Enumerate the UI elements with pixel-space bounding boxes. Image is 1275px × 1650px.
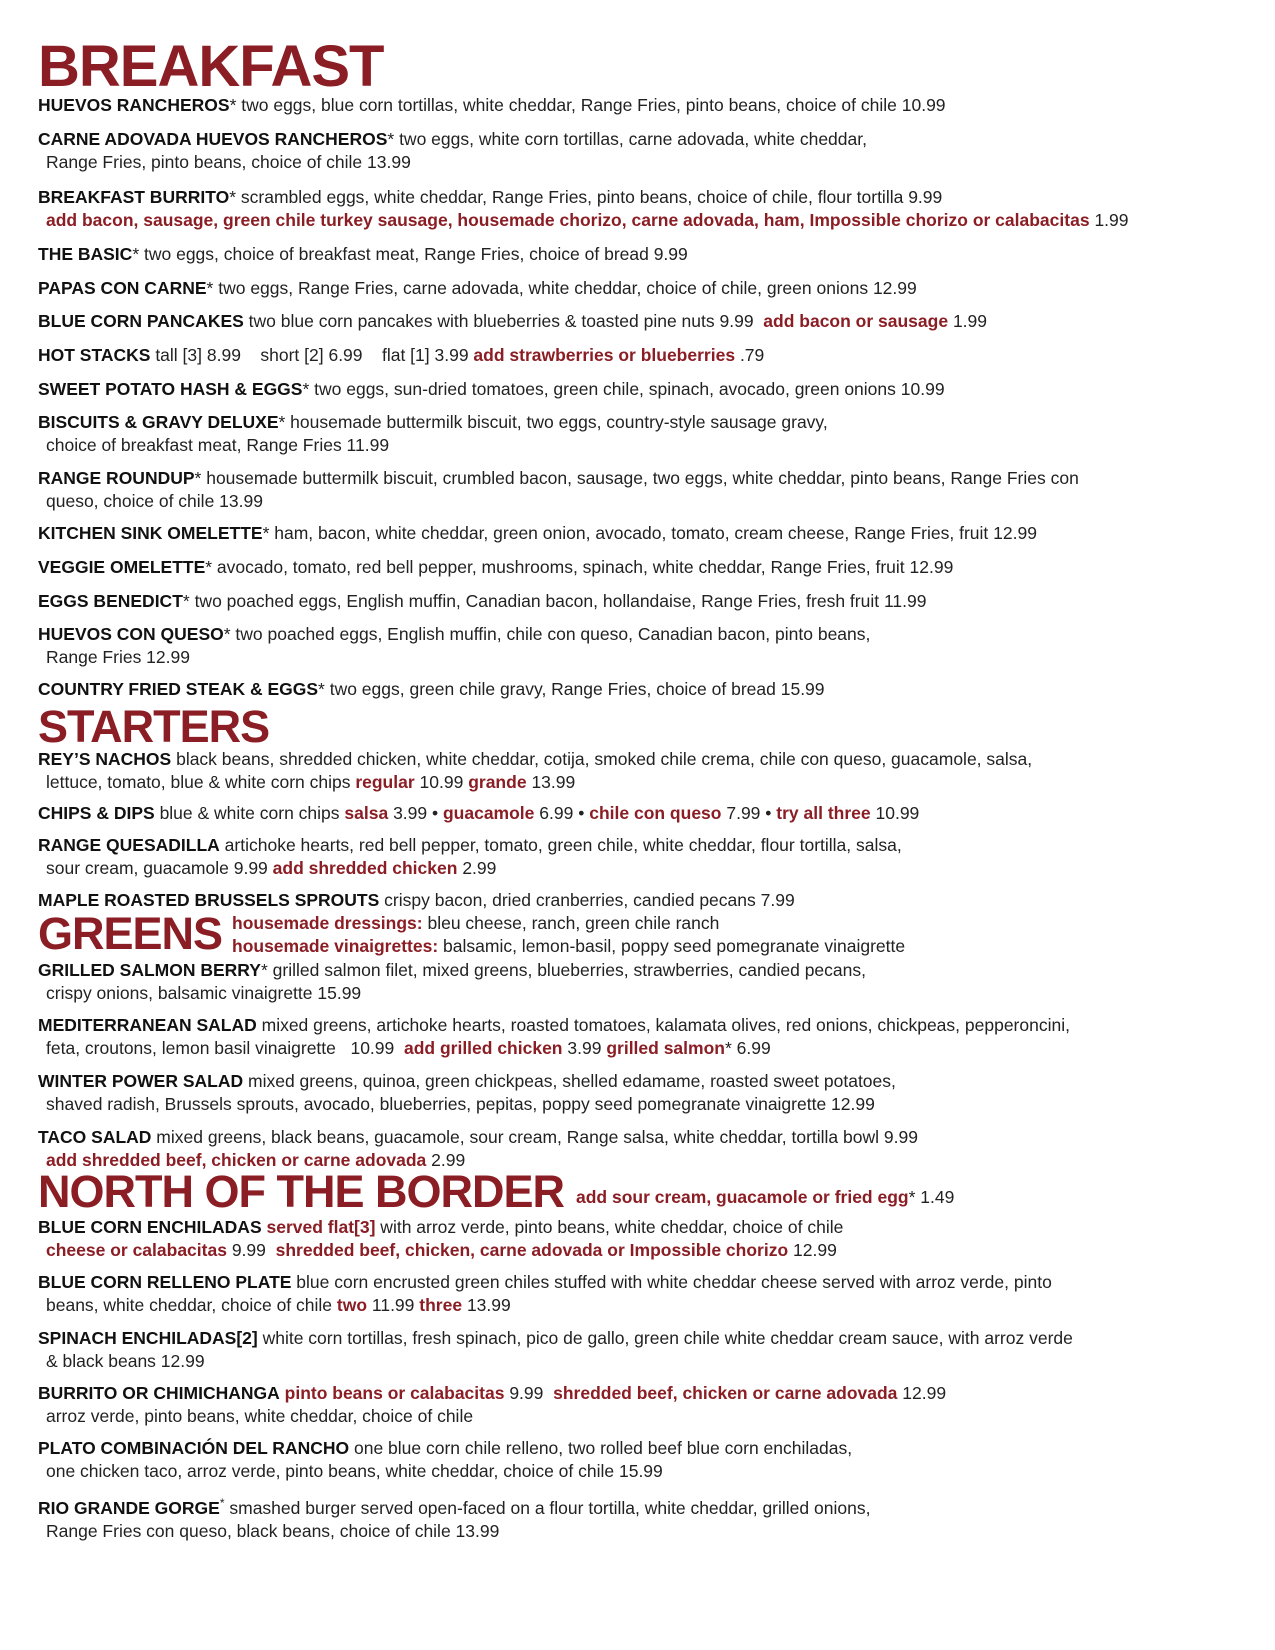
menu-item: HUEVOS RANCHEROS* two eggs, blue corn tortillas, white cheddar, Range Fries, pinto beans, choice of chile 10.99: [38, 95, 946, 115]
menu-item: RIO GRANDE GORGE* smashed burger served open-faced on a flour tortilla, white cheddar, grilled onions, Range Fries con queso, black beans, choice of chile 13.99: [38, 1496, 871, 1541]
menu-item: WINTER POWER SALAD mixed greens, quinoa, green chickpeas, shelled edamame, roasted sweet potatoes, shaved radish, Brussels sprouts, avocado, blueberries, pepitas, poppy seed pomegranate vinaigrette 12.99: [38, 1071, 896, 1114]
greens-heading: GREENS: [38, 908, 223, 959]
menu-item: BLUE CORN RELLENO PLATE blue corn encrusted green chiles stuffed with white cheddar cheese served with arroz verde, pinto beans, white cheddar, choice of chile two 11.99 three 13.99: [38, 1272, 1052, 1315]
menu-item: BISCUITS & GRAVY DELUXE* housemade buttermilk biscuit, two eggs, country-style sausage gravy, choice of breakfast meat, Range Fries 11.99: [38, 412, 828, 455]
menu-item: BREAKFAST BURRITO* scrambled eggs, white cheddar, Range Fries, pinto beans, choice of chile, flour tortilla 9.99 add bacon, sausage, green chile turkey sausage, housemade chorizo, carne adovada, ham, Impossible chorizo or calabacitas 1.99: [38, 187, 1129, 230]
menu-item: COUNTRY FRIED STEAK & EGGS* two eggs, green chile gravy, Range Fries, choice of bread 15.99: [38, 679, 825, 699]
menu-item: GRILLED SALMON BERRY* grilled salmon filet, mixed greens, blueberries, strawberries, candied pecans, crispy onions, balsamic vinaigrette 15.99: [38, 960, 866, 1003]
north-addon: add sour cream, guacamole or fried egg* 1.49: [576, 1187, 955, 1207]
menu-item: THE BASIC* two eggs, choice of breakfast meat, Range Fries, choice of bread 9.99: [38, 244, 688, 264]
north-heading: NORTH OF THE BORDER: [38, 1166, 564, 1217]
menu-item: MEDITERRANEAN SALAD mixed greens, artichoke hearts, roasted tomatoes, kalamata olives, red onions, chickpeas, pepperoncini, feta, croutons, lemon basil vinaigrette 10.99 add grilled chicken 3.99 grilled salmon* 6.99: [38, 1015, 1070, 1058]
menu-item: RANGE QUESADILLA artichoke hearts, red bell pepper, tomato, green chile, white cheddar, flour tortilla, salsa, sour cream, guacamole 9.99 add shredded chicken 2.99: [38, 835, 902, 878]
menu-item: CHIPS & DIPS blue & white corn chips salsa 3.99 • guacamole 6.99 • chile con queso 7.99 • try all three 10.99: [38, 803, 920, 823]
menu-item: CARNE ADOVADA HUEVOS RANCHEROS* two eggs, white corn tortillas, carne adovada, white cheddar, Range Fries, pinto beans, choice of chile 13.99: [38, 129, 867, 172]
menu-item: SWEET POTATO HASH & EGGS* two eggs, sun-dried tomatoes, green chile, spinach, avocado, green onions 10.99: [38, 379, 945, 399]
menu-item: BLUE CORN PANCAKES two blue corn pancakes with blueberries & toasted pine nuts 9.99 add bacon or sausage 1.99: [38, 311, 988, 331]
menu-item: TACO SALAD mixed greens, black beans, guacamole, sour cream, Range salsa, white cheddar, tortilla bowl 9.99 add shredded beef, chicken or carne adovada 2.99: [38, 1127, 918, 1170]
starters-heading: STARTERS: [38, 701, 270, 752]
menu-item: BURRITO OR CHIMICHANGA pinto beans or calabacitas 9.99 shredded beef, chicken or carne adovada 12.99 arroz verde, pinto beans, white cheddar, choice of chile: [38, 1383, 947, 1426]
menu-item: SPINACH ENCHILADAS[2] white corn tortillas, fresh spinach, pico de gallo, green chile white cheddar cream sauce, with arroz verde & black beans 12.99: [38, 1328, 1073, 1371]
menu-item: KITCHEN SINK OMELETTE* ham, bacon, white cheddar, green onion, avocado, tomato, cream cheese, Range Fries, fruit 12.99: [38, 523, 1037, 543]
menu-item: MAPLE ROASTED BRUSSELS SPROUTS crispy bacon, dried cranberries, candied pecans 7.99: [38, 890, 795, 910]
menu-item: PAPAS CON CARNE* two eggs, Range Fries, carne adovada, white cheddar, choice of chile, green onions 12.99: [38, 278, 917, 298]
menu-item: PLATO COMBINACIÓN DEL RANCHO one blue corn chile relleno, two rolled beef blue corn enchiladas, one chicken taco, arroz verde, pinto beans, white cheddar, choice of chile 15.99: [38, 1438, 853, 1481]
menu-item: HOT STACKS tall [3] 8.99 short [2] 6.99 flat [1] 3.99 add strawberries or blueberries .79: [38, 345, 765, 365]
breakfast-heading: BREAKFAST: [38, 34, 384, 99]
dressings-note: housemade dressings: bleu cheese, ranch, green chile ranch housemade vinaigrettes: balsamic, lemon-basil, poppy seed pomegranate vinaigrette: [232, 913, 906, 956]
menu-item: EGGS BENEDICT* two poached eggs, English muffin, Canadian bacon, hollandaise, Range Fries, fresh fruit 11.99: [38, 591, 927, 611]
menu-item: BLUE CORN ENCHILADAS served flat[3] with arroz verde, pinto beans, white cheddar, choice of chile cheese or calabacitas 9.99 shredded beef, chicken, carne adovada or Impossible chorizo 12.99: [38, 1217, 844, 1260]
menu-item: HUEVOS CON QUESO* two poached eggs, English muffin, chile con queso, Canadian bacon, pinto beans, Range Fries 12.99: [38, 624, 871, 667]
menu-item: VEGGIE OMELETTE* avocado, tomato, red bell pepper, mushrooms, spinach, white cheddar, Range Fries, fruit 12.99: [38, 557, 954, 577]
menu-item: REY’S NACHOS black beans, shredded chicken, white cheddar, cotija, smoked chile crema, chile con queso, guacamole, salsa, lettuce, tomato, blue & white corn chips regular 10.99 grande 13.99: [38, 749, 1033, 792]
menu-item: RANGE ROUNDUP* housemade buttermilk biscuit, crumbled bacon, sausage, two eggs, white cheddar, pinto beans, Range Fries con queso, choice of chile 13.99: [38, 468, 1079, 511]
